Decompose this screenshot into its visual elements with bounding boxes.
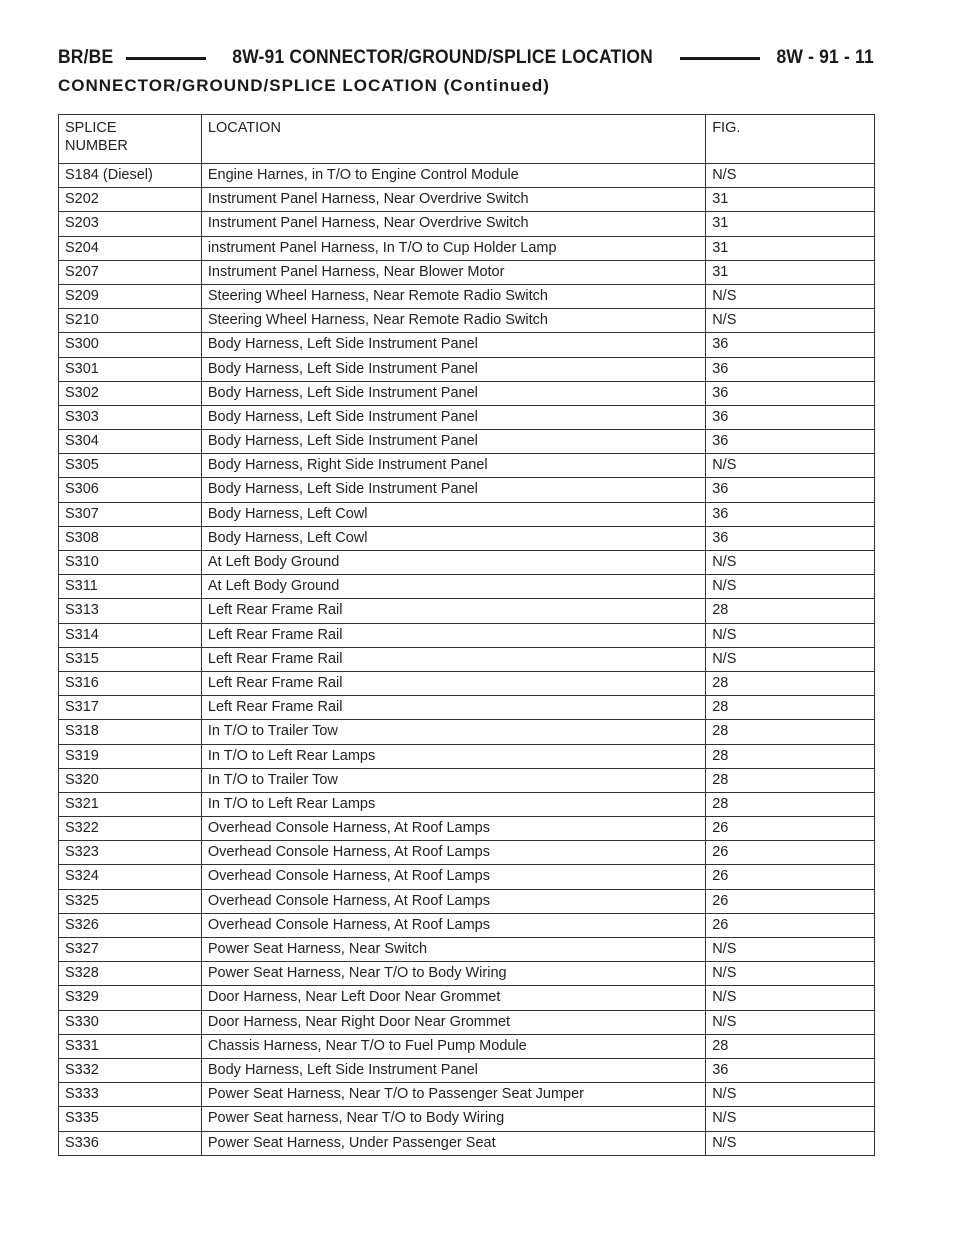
cell-fig: N/S: [706, 551, 875, 575]
cell-fig: N/S: [706, 986, 875, 1010]
cell-location: Door Harness, Near Right Door Near Grommet: [201, 1010, 705, 1034]
cell-location: Left Rear Frame Rail: [201, 647, 705, 671]
cell-fig: 26: [706, 865, 875, 889]
cell-fig: 36: [706, 502, 875, 526]
cell-location: Power Seat Harness, Near T/O to Passenger Seat Jumper: [201, 1083, 705, 1107]
cell-splice-number: S336: [59, 1131, 202, 1155]
table-row: [59, 381, 875, 405]
column-header-fig: FIG.: [706, 115, 875, 164]
cell-location: Overhead Console Harness, At Roof Lamps: [201, 865, 705, 889]
table-row: [59, 599, 875, 623]
cell-fig: N/S: [706, 962, 875, 986]
cell-fig: 36: [706, 381, 875, 405]
cell-fig: 26: [706, 841, 875, 865]
cell-splice-number: S184 (Diesel): [59, 164, 202, 188]
cell-splice-number: S305: [59, 454, 202, 478]
cell-fig: 28: [706, 1034, 875, 1058]
cell-location: Overhead Console Harness, At Roof Lamps: [201, 817, 705, 841]
page-header: [58, 44, 874, 72]
table-row: [59, 526, 875, 550]
table-row: [59, 284, 875, 308]
table-row: [59, 1034, 875, 1058]
table-row: [59, 1131, 875, 1155]
cell-splice-number: S321: [59, 792, 202, 816]
cell-splice-number: S301: [59, 357, 202, 381]
cell-splice-number: S333: [59, 1083, 202, 1107]
cell-location: In T/O to Trailer Tow: [201, 768, 705, 792]
cell-fig: N/S: [706, 309, 875, 333]
cell-location: Instrument Panel Harness, Near Overdrive Switch: [201, 212, 705, 236]
cell-splice-number: S304: [59, 430, 202, 454]
table-row: [59, 478, 875, 502]
cell-location: Steering Wheel Harness, Near Remote Radio Switch: [201, 309, 705, 333]
table-row: [59, 768, 875, 792]
table-row: [59, 962, 875, 986]
column-header-splice-line2: NUMBER: [65, 138, 128, 154]
cell-splice-number: S316: [59, 671, 202, 695]
cell-location: Body Harness, Left Side Instrument Panel: [201, 1058, 705, 1082]
cell-fig: N/S: [706, 284, 875, 308]
cell-fig: 36: [706, 357, 875, 381]
cell-splice-number: S335: [59, 1107, 202, 1131]
cell-splice-number: S314: [59, 623, 202, 647]
cell-fig: 26: [706, 889, 875, 913]
cell-location: Power Seat harness, Near T/O to Body Wiring: [201, 1107, 705, 1131]
table-row: [59, 551, 875, 575]
cell-splice-number: S302: [59, 381, 202, 405]
cell-location: Body Harness, Left Side Instrument Panel: [201, 333, 705, 357]
cell-splice-number: S203: [59, 212, 202, 236]
cell-location: Steering Wheel Harness, Near Remote Radio Switch: [201, 284, 705, 308]
cell-location: Overhead Console Harness, At Roof Lamps: [201, 913, 705, 937]
cell-splice-number: S204: [59, 236, 202, 260]
cell-fig: 28: [706, 720, 875, 744]
cell-splice-number: S323: [59, 841, 202, 865]
cell-location: Power Seat Harness, Near T/O to Body Wiring: [201, 962, 705, 986]
table-row: [59, 357, 875, 381]
table-row: [59, 1058, 875, 1082]
cell-fig: N/S: [706, 647, 875, 671]
table-row: [59, 841, 875, 865]
table-row: [59, 454, 875, 478]
cell-splice-number: S320: [59, 768, 202, 792]
cell-location: Body Harness, Left Side Instrument Panel: [201, 405, 705, 429]
cell-fig: 36: [706, 333, 875, 357]
cell-fig: 36: [706, 405, 875, 429]
cell-location: Body Harness, Right Side Instrument Panel: [201, 454, 705, 478]
table-row: [59, 309, 875, 333]
cell-splice-number: S332: [59, 1058, 202, 1082]
splice-location-table: [58, 114, 875, 1156]
header-rule-right: [680, 57, 760, 60]
cell-splice-number: S310: [59, 551, 202, 575]
cell-location: instrument Panel Harness, In T/O to Cup Holder Lamp: [201, 236, 705, 260]
table-body: [59, 164, 875, 1156]
table-row: [59, 696, 875, 720]
cell-splice-number: S318: [59, 720, 202, 744]
cell-location: Body Harness, Left Cowl: [201, 526, 705, 550]
table-row: [59, 164, 875, 188]
cell-location: Left Rear Frame Rail: [201, 696, 705, 720]
cell-splice-number: S306: [59, 478, 202, 502]
cell-fig: N/S: [706, 1107, 875, 1131]
cell-splice-number: S303: [59, 405, 202, 429]
table-row: [59, 623, 875, 647]
cell-location: Door Harness, Near Left Door Near Grommet: [201, 986, 705, 1010]
table-row: [59, 913, 875, 937]
table-row: [59, 817, 875, 841]
cell-splice-number: S322: [59, 817, 202, 841]
cell-fig: 28: [706, 768, 875, 792]
table-row: [59, 502, 875, 526]
cell-fig: 36: [706, 526, 875, 550]
cell-splice-number: S331: [59, 1034, 202, 1058]
cell-location: In T/O to Left Rear Lamps: [201, 792, 705, 816]
cell-fig: N/S: [706, 623, 875, 647]
cell-fig: N/S: [706, 164, 875, 188]
cell-fig: 28: [706, 599, 875, 623]
cell-fig: 31: [706, 188, 875, 212]
header-section-name: 8W-91 CONNECTOR/GROUND/SPLICE LOCATION: [232, 47, 654, 68]
cell-fig: 31: [706, 236, 875, 260]
cell-splice-number: S207: [59, 260, 202, 284]
header-model-code: BR/BE: [58, 47, 114, 68]
cell-splice-number: S313: [59, 599, 202, 623]
cell-location: In T/O to Left Rear Lamps: [201, 744, 705, 768]
cell-splice-number: S328: [59, 962, 202, 986]
cell-location: Overhead Console Harness, At Roof Lamps: [201, 889, 705, 913]
cell-splice-number: S329: [59, 986, 202, 1010]
cell-location: Power Seat Harness, Under Passenger Seat: [201, 1131, 705, 1155]
cell-splice-number: S315: [59, 647, 202, 671]
table-row: [59, 575, 875, 599]
section-title: CONNECTOR/GROUND/SPLICE LOCATION (Continued): [58, 76, 550, 95]
cell-location: Body Harness, Left Side Instrument Panel: [201, 357, 705, 381]
cell-location: Instrument Panel Harness, Near Overdrive Switch: [201, 188, 705, 212]
header-page-number: 8W - 91 - 11: [776, 47, 874, 68]
table-row: [59, 430, 875, 454]
cell-fig: 28: [706, 696, 875, 720]
cell-splice-number: S326: [59, 913, 202, 937]
cell-fig: 36: [706, 430, 875, 454]
cell-location: Chassis Harness, Near T/O to Fuel Pump Module: [201, 1034, 705, 1058]
table-row: [59, 405, 875, 429]
header-rule-left: [126, 57, 206, 60]
cell-fig: N/S: [706, 938, 875, 962]
table-row: [59, 212, 875, 236]
cell-location: Left Rear Frame Rail: [201, 671, 705, 695]
table-row: [59, 260, 875, 284]
cell-splice-number: S327: [59, 938, 202, 962]
column-header-location: LOCATION: [201, 115, 705, 164]
cell-location: Instrument Panel Harness, Near Blower Motor: [201, 260, 705, 284]
cell-location: Body Harness, Left Side Instrument Panel: [201, 430, 705, 454]
table-row: [59, 889, 875, 913]
cell-splice-number: S330: [59, 1010, 202, 1034]
cell-location: At Left Body Ground: [201, 551, 705, 575]
cell-fig: N/S: [706, 1083, 875, 1107]
cell-fig: 28: [706, 671, 875, 695]
cell-fig: N/S: [706, 575, 875, 599]
column-header-splice-line1: SPLICE: [65, 120, 117, 136]
cell-location: At Left Body Ground: [201, 575, 705, 599]
cell-splice-number: S307: [59, 502, 202, 526]
table-row: [59, 236, 875, 260]
cell-location: Left Rear Frame Rail: [201, 599, 705, 623]
table-row: [59, 865, 875, 889]
cell-fig: 28: [706, 744, 875, 768]
table-row: [59, 1107, 875, 1131]
table-row: [59, 744, 875, 768]
table-row: [59, 938, 875, 962]
cell-splice-number: S308: [59, 526, 202, 550]
cell-location: Power Seat Harness, Near Switch: [201, 938, 705, 962]
cell-location: Engine Harnes, in T/O to Engine Control Module: [201, 164, 705, 188]
cell-splice-number: S210: [59, 309, 202, 333]
table-row: [59, 792, 875, 816]
cell-fig: 31: [706, 260, 875, 284]
cell-fig: 36: [706, 1058, 875, 1082]
cell-splice-number: S319: [59, 744, 202, 768]
table-row: [59, 188, 875, 212]
cell-location: Body Harness, Left Side Instrument Panel: [201, 478, 705, 502]
cell-location: Body Harness, Left Cowl: [201, 502, 705, 526]
table-row: [59, 1010, 875, 1034]
cell-splice-number: S300: [59, 333, 202, 357]
cell-splice-number: S324: [59, 865, 202, 889]
cell-location: Body Harness, Left Side Instrument Panel: [201, 381, 705, 405]
table-row: [59, 647, 875, 671]
cell-fig: 26: [706, 913, 875, 937]
cell-fig: N/S: [706, 1131, 875, 1155]
cell-splice-number: S317: [59, 696, 202, 720]
cell-splice-number: S202: [59, 188, 202, 212]
table-row: [59, 720, 875, 744]
cell-fig: 28: [706, 792, 875, 816]
table-row: [59, 671, 875, 695]
cell-splice-number: S311: [59, 575, 202, 599]
cell-location: In T/O to Trailer Tow: [201, 720, 705, 744]
table-row: [59, 986, 875, 1010]
table-header-row: [59, 115, 875, 164]
cell-splice-number: S325: [59, 889, 202, 913]
table-row: [59, 1083, 875, 1107]
cell-splice-number: S209: [59, 284, 202, 308]
cell-location: Left Rear Frame Rail: [201, 623, 705, 647]
cell-fig: 36: [706, 478, 875, 502]
cell-fig: 31: [706, 212, 875, 236]
cell-fig: 26: [706, 817, 875, 841]
column-header-splice-number: [59, 115, 202, 164]
table-row: [59, 333, 875, 357]
cell-fig: N/S: [706, 1010, 875, 1034]
cell-fig: N/S: [706, 454, 875, 478]
cell-location: Overhead Console Harness, At Roof Lamps: [201, 841, 705, 865]
